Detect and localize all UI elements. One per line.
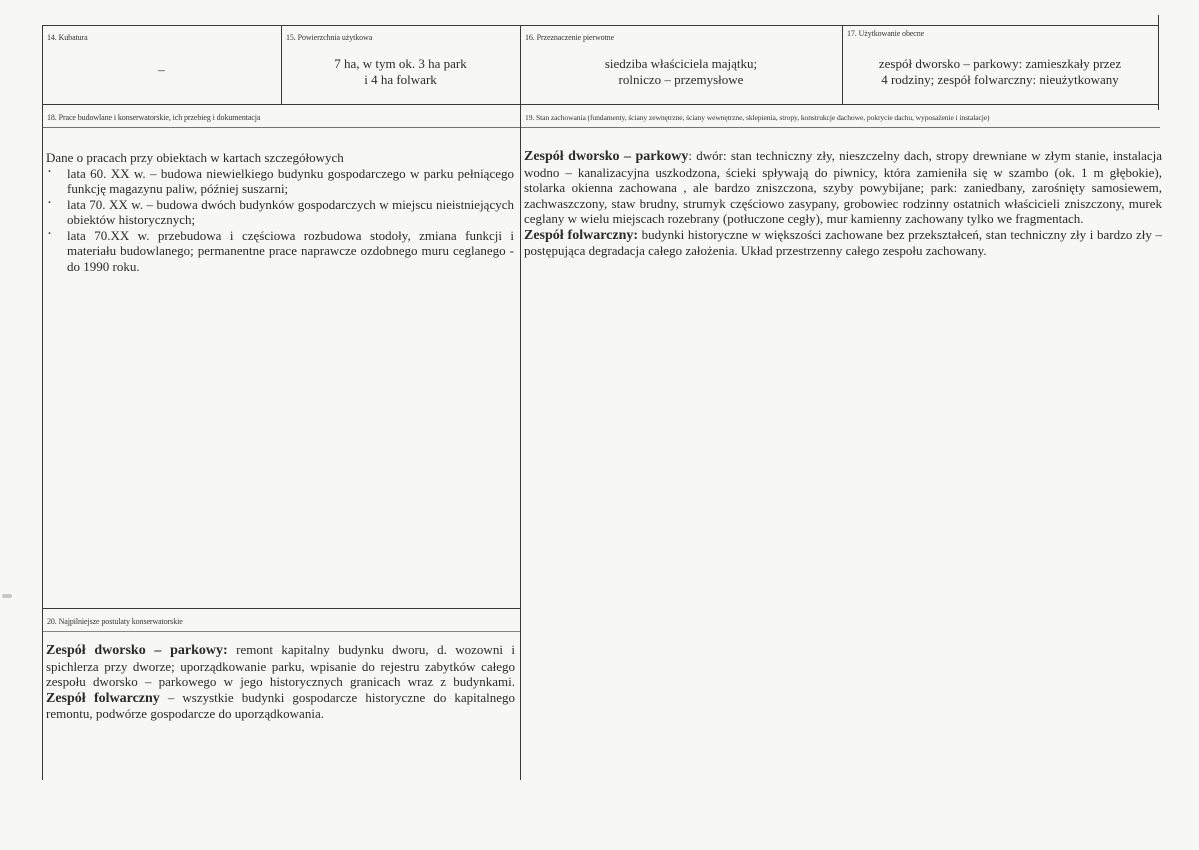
label-15: 15. Powierzchnia użytkowa — [286, 33, 373, 42]
section20-paragraph — [46, 642, 515, 722]
section19-text-1: : dwór: stan techniczny zły, nieszczelny dach, stropy drewniane w złym stanie, instalacja wodno – kanalizacyjna uszkodzona, ścieki spływają do piwnicy, która zamieniła się w szambo (ok. 1 m głębokie), stolarka okienna zachowana , ale bardzo zniszczona, szyby powybijane; park: zaniedbany, zarośnięty samosiewem, zachwaszczony, staw brudny, strumyk częściowo zasypany, grobowiec rodzinny ostatnich właścicieli zniszczony, murek ceglany w wielu miejscach rozebrany (potłuczone cegły), mur kamienny zachowany tylko we fragmentach. — [524, 148, 1162, 226]
table-top-border — [42, 25, 1158, 26]
label-20: 20. Najpilniejsze postulaty konserwatorskie — [47, 617, 183, 626]
value-16 — [520, 56, 842, 88]
value-17-line1: zespół dworsko – parkowy: zamieszkały przez — [878, 56, 1122, 71]
section19-heading-2: Zespół folwarczny: — [524, 227, 639, 243]
value-16-line2: rolniczo – przemysłowe — [618, 72, 744, 87]
label-18: 18. Prace budowlane i konserwatorskie, ich przebieg i dokumentacja — [47, 113, 261, 122]
section19-body — [524, 148, 1162, 259]
section20-text-2: – wszystkie budynki gospodarcze historyczne do kapitalnego remontu, podwórze gospodarcze do uporządkowania. — [46, 689, 516, 721]
section18-body — [46, 150, 514, 274]
middle-vertical-divider — [520, 104, 521, 780]
label-16: 16. Przeznaczenie pierwotne — [525, 33, 615, 42]
section18-list — [46, 166, 514, 275]
section20-text-1: remont kapitalny budynku dworu, d. wozowni i spichlerza przy dworze; uporządkowanie parku, wpisanie do rejestru zabytków całego zespołu dworsko – parkowego w jego historycznych granicach wraz z budynkami. — [46, 642, 515, 689]
section19-paragraph-1 — [524, 148, 1162, 227]
value-16-line1: siedziba właściciela majątku; — [604, 56, 758, 71]
section20-heading-1: Zespół dworsko – parkowy: — [46, 643, 228, 658]
value-15-line2: i 4 ha folwark — [364, 72, 437, 87]
section18-item: · lata 60. XX w. – budowa niewielkiego budynku gospodarczego w parku pełniącego funkcję magazynu paliw, później suszarni; — [46, 166, 514, 197]
section20-underline — [42, 631, 520, 632]
section19-paragraph-2 — [524, 227, 1162, 259]
section19-text-2: budynki historyczne w większości zachowane bez przekształceń, stan techniczny zły i bardzo zły – postępująca degradacja całego założenia. Układ przestrzenny całego zespołu zachowany. — [524, 226, 1162, 258]
value-15 — [281, 56, 520, 88]
table-left-border — [42, 25, 43, 780]
table-right-border-top — [1158, 15, 1159, 110]
section20-top-border — [42, 608, 520, 609]
section18-item: · lata 70.XX w. przebudowa i częściowa rozbudowa stodoły, zmiana funkcji i materiału budowlanego; permanentne prace naprawcze ozdobnego muru ceglanego - do 1990 roku. — [46, 228, 514, 275]
label-14: 14. Kubatura — [47, 33, 88, 42]
value-15-line1: 7 ha, w tym ok. 3 ha park — [334, 56, 467, 71]
section18-item: · lata 70. XX w. – budowa dwóch budynków gospodarczych w miejscu nieistniejących obiektów historycznych; — [46, 197, 514, 228]
value-17-line2: 4 rodziny; zespół folwarczny: nieużytkowany — [881, 72, 1119, 87]
section20-heading-2: Zespół folwarczny — [46, 690, 160, 706]
section19-underline — [520, 127, 1160, 128]
label-17: 17. Użytkowanie obecne — [847, 29, 925, 38]
section20-body — [46, 642, 515, 722]
label-19: 19. Stan zachowania (fundamenty, ściany zewnętrzne, ściany wewnętrzne, sklepienia, stropy, konstrukcje dachowe, pokrycie dachu, wyposażenie i instalacje) — [525, 113, 990, 122]
section18-underline — [42, 127, 520, 128]
value-14: – — [158, 62, 165, 77]
section18-intro: Dane o pracach przy obiektach w kartach szczegółowych — [46, 150, 344, 165]
row1-bottom-border — [42, 104, 1158, 105]
value-17 — [842, 56, 1158, 88]
scan-mark — [2, 594, 12, 598]
section19-heading-1: Zespół dworsko – parkowy — [524, 149, 689, 164]
